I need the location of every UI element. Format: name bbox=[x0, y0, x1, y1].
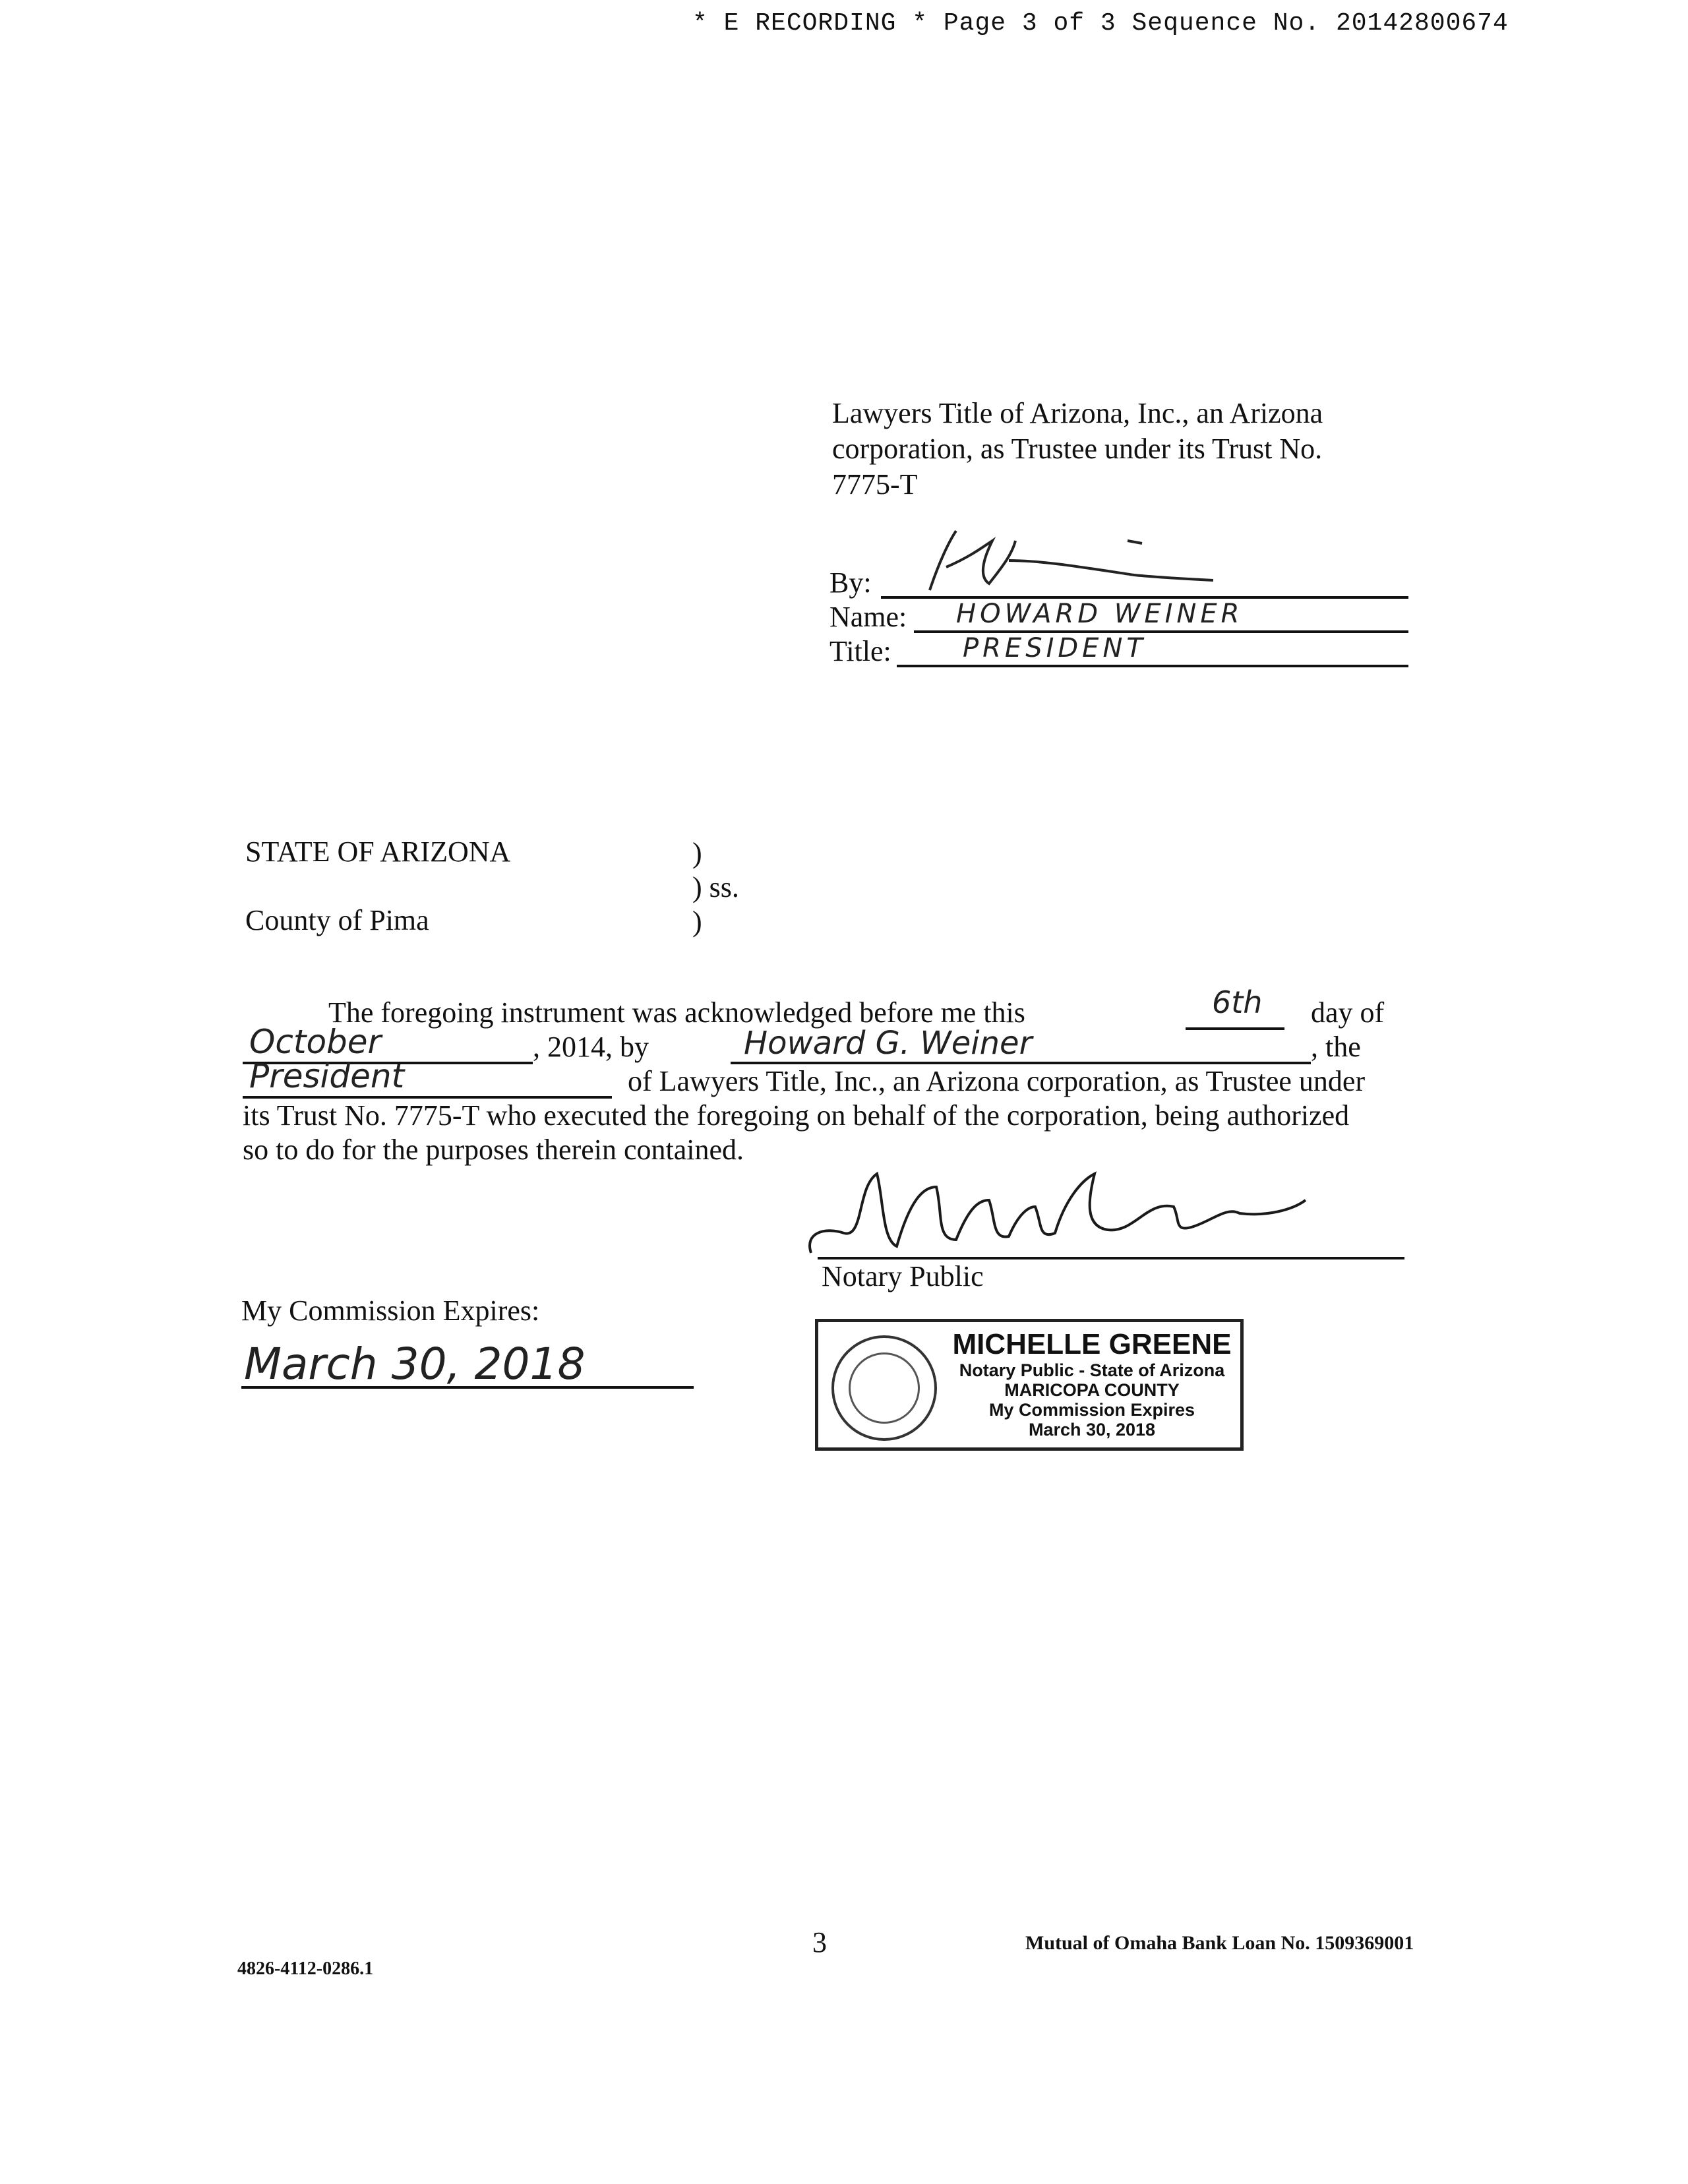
venue-county: County of Pima bbox=[245, 904, 429, 936]
stamp-line: Notary Public - State of Arizona bbox=[959, 1360, 1225, 1380]
document-id: 4826-4112-0286.1 bbox=[237, 1958, 374, 1979]
commission-line bbox=[241, 1386, 694, 1389]
stamp-text bbox=[944, 1329, 1240, 1440]
trustee-block bbox=[832, 396, 1426, 502]
loan-number: Mutual of Omaha Bank Loan No. 1509369001 bbox=[1025, 1932, 1414, 1954]
commission-value: March 30, 2018 bbox=[244, 1339, 586, 1389]
notary-label: Notary Public bbox=[822, 1260, 984, 1292]
venue-paren: ) bbox=[692, 905, 702, 938]
notary-signature bbox=[804, 1161, 1345, 1273]
ack-line-5: so to do for the purposes therein contained. bbox=[243, 1134, 744, 1166]
venue-ss: ) ss. bbox=[692, 871, 739, 903]
trustee-line: Lawyers Title of Arizona, Inc., an Arizona bbox=[832, 397, 1323, 429]
by-label: By: bbox=[829, 566, 872, 599]
title-label: Title: bbox=[829, 635, 891, 667]
stamp-notary-name: MICHELLE GREENE bbox=[952, 1328, 1232, 1360]
trustee-line: corporation, as Trustee under its Trust No. bbox=[832, 433, 1323, 465]
trustee-line: 7775-T bbox=[832, 468, 918, 501]
commission-label: My Commission Expires: bbox=[241, 1294, 540, 1327]
stamp-line: My Commission Expires bbox=[988, 1400, 1195, 1420]
name-label: Name: bbox=[829, 601, 907, 633]
stamp-line: MARICOPA COUNTY bbox=[1004, 1380, 1180, 1400]
recording-header: * E RECORDING * Page 3 of 3 Sequence No. 20142800674 bbox=[692, 9, 1509, 38]
ack-the: , the bbox=[1311, 1031, 1361, 1063]
state-seal-icon bbox=[831, 1335, 937, 1441]
day-value: 6th bbox=[1212, 985, 1263, 1020]
ack-day-of: day of bbox=[1311, 996, 1385, 1029]
ack-year-by: , 2014, by bbox=[533, 1031, 649, 1063]
title-line bbox=[897, 665, 1408, 667]
stamp-line: March 30, 2018 bbox=[1028, 1420, 1156, 1440]
day-line bbox=[1186, 1027, 1284, 1030]
person-value: Howard G. Weiner bbox=[744, 1025, 1033, 1062]
trustee-signature bbox=[910, 521, 1253, 600]
month-value: October bbox=[249, 1023, 382, 1061]
venue-paren: ) bbox=[692, 837, 702, 869]
ack-line-1: The foregoing instrument was acknowledged before me this bbox=[328, 996, 1025, 1029]
ack-line-3: of Lawyers Title, Inc., an Arizona corporation, as Trustee under bbox=[628, 1065, 1366, 1097]
name-value: HOWARD WEINER bbox=[956, 599, 1244, 629]
title-value: PRESIDENT bbox=[963, 633, 1147, 663]
venue-state: STATE OF ARIZONA bbox=[245, 835, 511, 868]
title-ack-value: President bbox=[249, 1057, 405, 1095]
ack-line-4: its Trust No. 7775-T who executed the foregoing on behalf of the corporation, being authorized bbox=[243, 1099, 1350, 1132]
page-number: 3 bbox=[812, 1926, 827, 1958]
notary-stamp bbox=[815, 1319, 1244, 1451]
